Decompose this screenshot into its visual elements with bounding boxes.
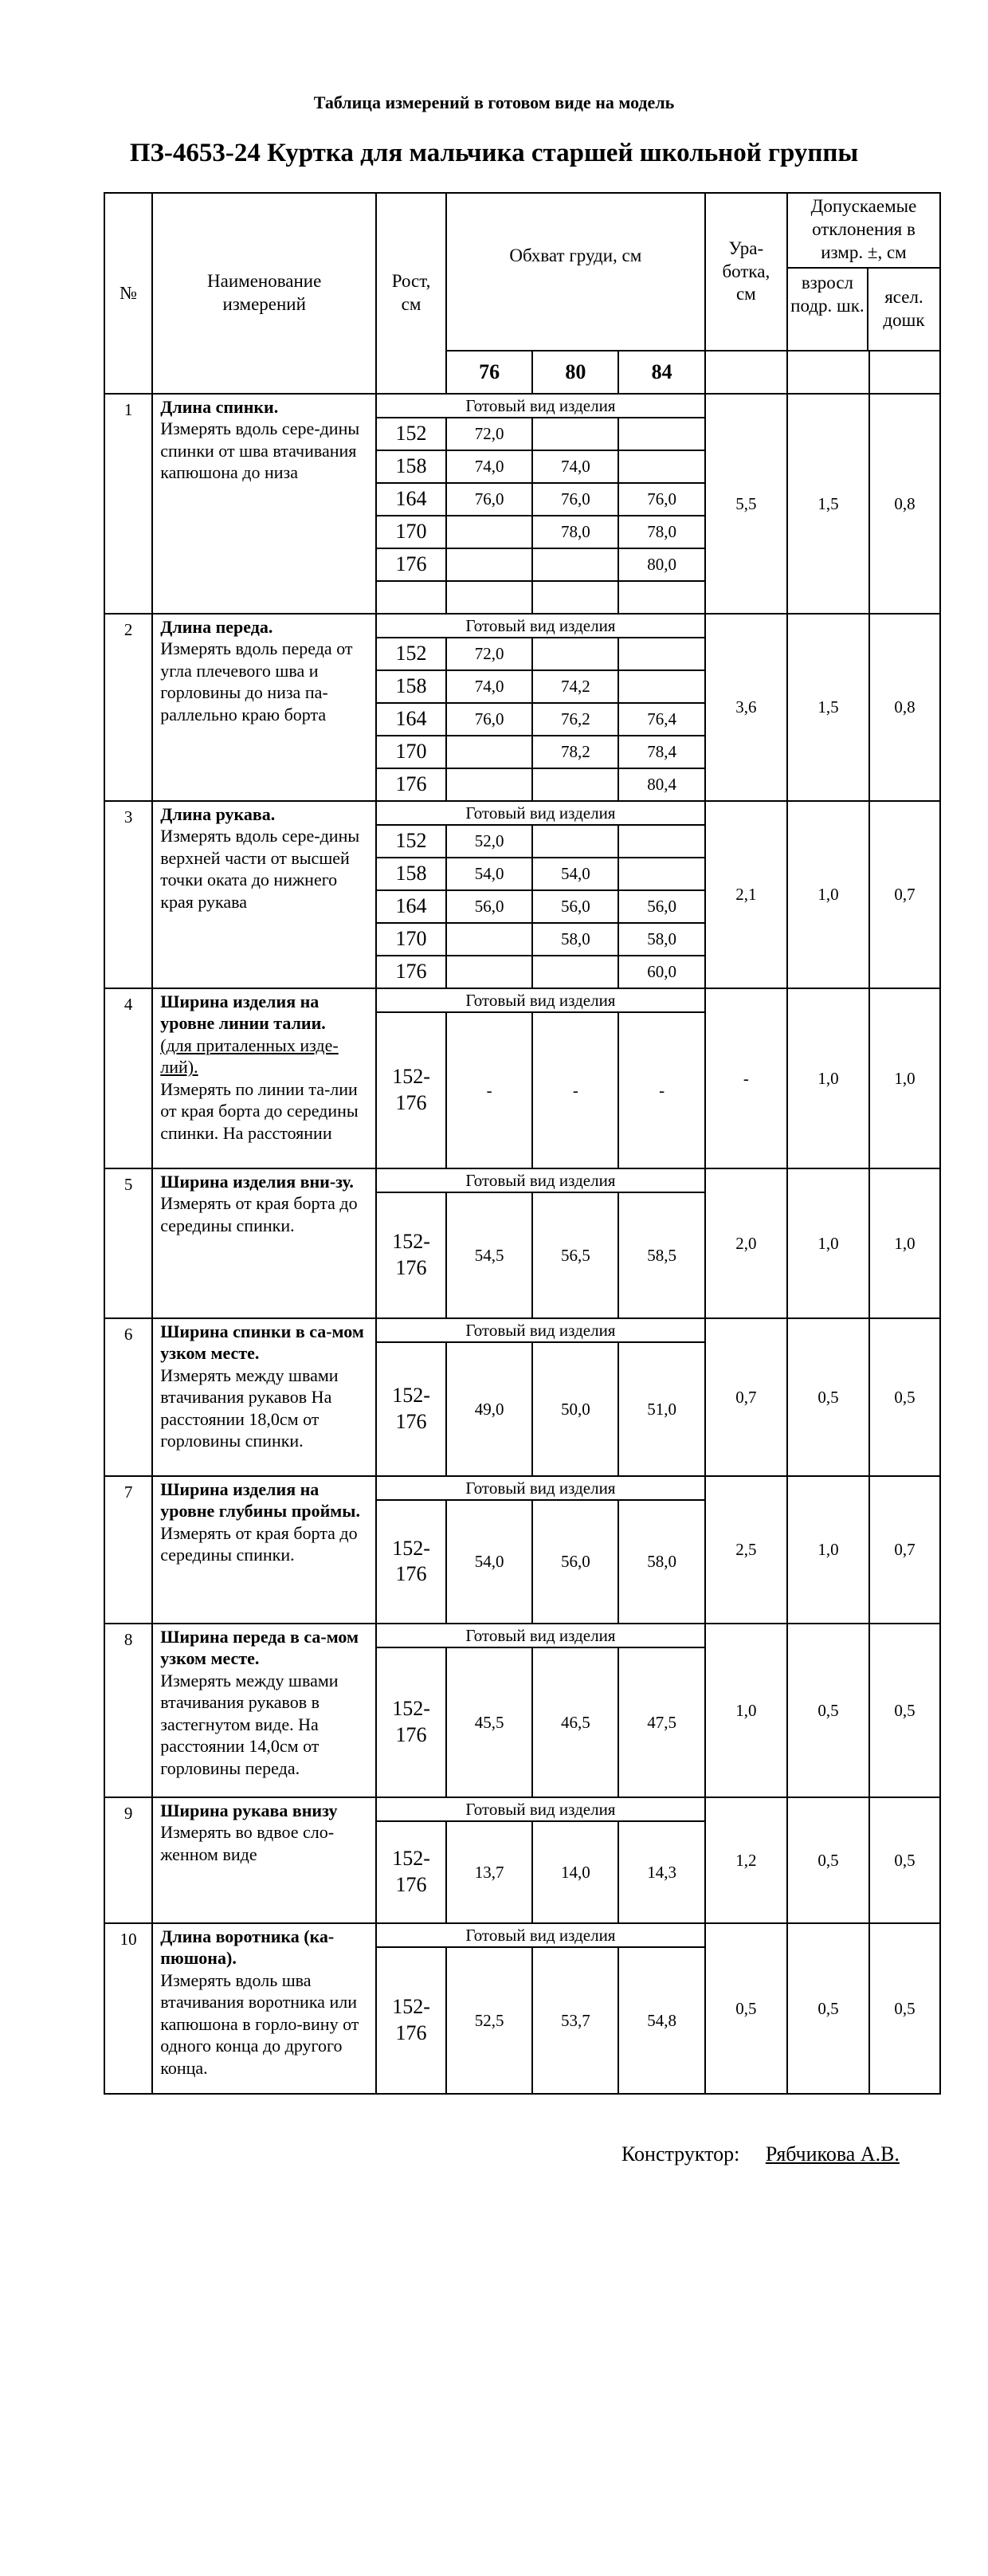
measurement-value (618, 670, 704, 703)
measurement-value: 50,0 (532, 1342, 618, 1476)
measurement-value: 54,0 (532, 858, 618, 890)
measurement-description: Измерять от края борта до середины спинки. (160, 1193, 358, 1235)
measurement-name (152, 988, 376, 1168)
measurement-value: 76,2 (532, 703, 618, 736)
measurement-value (532, 638, 618, 670)
measurement-value: 58,5 (618, 1192, 704, 1318)
measurement-value: 56,5 (532, 1192, 618, 1318)
row-number: 10 (104, 1923, 152, 2094)
measurement-value: 53,7 (532, 1947, 618, 2094)
finished-label: Готовый вид изделия (376, 988, 705, 1012)
header-allowance: Ура-ботка, см (705, 193, 787, 351)
measurement-description: Измерять между швами втачивания рукавов в застегнутом виде. На расстоянии 14,0см от горловины переда. (160, 1670, 339, 1778)
tolerance-nursery-value: 1,0 (869, 988, 940, 1168)
measurement-description: Измерять вдоль переда от угла плечевого шва и горловины до низа па-раллельно краю борта (160, 638, 353, 724)
height-value: 158 (376, 450, 446, 483)
measurement-value (532, 548, 618, 581)
measurement-name (152, 1797, 376, 1923)
measurement-name (152, 801, 376, 988)
height-value: 170 (376, 923, 446, 956)
measurement-name (152, 1624, 376, 1797)
tolerance-adult-value: 0,5 (787, 1624, 869, 1797)
measurement-value (618, 418, 704, 450)
tolerance-nursery-value: 0,5 (869, 1624, 940, 1797)
height-value: 176 (376, 548, 446, 581)
chest-size-80: 80 (532, 351, 618, 394)
height-value: 152 (376, 418, 446, 450)
height-value: 152 (376, 638, 446, 670)
measurement-name (152, 1168, 376, 1318)
measurement-value: 52,0 (446, 825, 532, 858)
allowance-value: 0,5 (705, 1923, 787, 2094)
measurement-value: 14,3 (618, 1821, 704, 1923)
measurement-title: Длина рукава. (160, 803, 276, 824)
header-height: Рост, см (376, 193, 446, 394)
measurement-value: 78,0 (532, 516, 618, 548)
measurement-value (618, 450, 704, 483)
allowance-value: - (705, 988, 787, 1168)
measurement-value: 52,5 (446, 1947, 532, 2094)
measurement-value: 74,0 (446, 670, 532, 703)
measurement-name (152, 1923, 376, 2094)
height-value: 170 (376, 736, 446, 768)
measurement-value: 54,8 (618, 1947, 704, 2094)
finished-label: Готовый вид изделия (376, 614, 705, 638)
measurement-value: 56,0 (446, 890, 532, 923)
header-tolerance (787, 193, 940, 351)
measurement-value: 56,0 (532, 890, 618, 923)
measurement-value: 60,0 (618, 956, 704, 988)
header-num: № (104, 193, 152, 394)
row-number: 9 (104, 1797, 152, 1923)
row-number: 6 (104, 1318, 152, 1476)
measurement-value (446, 548, 532, 581)
measurement-name (152, 614, 376, 801)
row-number: 7 (104, 1476, 152, 1624)
measurement-value: 14,0 (532, 1821, 618, 1923)
measurements-table (104, 192, 941, 2095)
measurement-value: 78,4 (618, 736, 704, 768)
measurement-value: 47,5 (618, 1647, 704, 1797)
measurement-value: 58,0 (618, 1500, 704, 1624)
measurement-title: Ширина изделия на уровне глубины проймы. (160, 1478, 360, 1522)
document-subtitle: Таблица измерений в готовом виде на модель (313, 92, 675, 112)
measurement-value: 78,2 (532, 736, 618, 768)
measurement-row (104, 1923, 940, 1947)
chest-size-76: 76 (446, 351, 532, 394)
measurement-value (618, 825, 704, 858)
finished-label: Готовый вид изделия (376, 1624, 705, 1647)
tolerance-adult-value: 1,0 (787, 1476, 869, 1624)
measurement-title: Длина спинки. (160, 396, 279, 417)
measurement-value (446, 923, 532, 956)
measurement-value: 76,0 (446, 703, 532, 736)
measurement-description: Измерять между швами втачивания рукавов На расстоянии 18,0см от горловины спинки. (160, 1365, 339, 1451)
measurement-value: 56,0 (618, 890, 704, 923)
measurement-description: Измерять по линии та-лии от края борта до середины спинки. На расстоянии (160, 1078, 359, 1143)
measurement-value (446, 736, 532, 768)
header-tolerance-title: Допускаемые отклонения в измр. ±, см (788, 194, 939, 269)
tolerance-adult-value: 1,5 (787, 614, 869, 801)
header-tol-adult: взросл подр. шк. (788, 269, 868, 350)
height-value: 152 (376, 825, 446, 858)
signature (621, 2142, 900, 2166)
measurement-value: 46,5 (532, 1647, 618, 1797)
measurement-value: 54,0 (446, 858, 532, 890)
measurement-row (104, 988, 940, 1012)
height-range: 152-176 (376, 1342, 446, 1476)
measurement-value: 74,2 (532, 670, 618, 703)
finished-label: Готовый вид изделия (376, 394, 705, 418)
height-value: 170 (376, 516, 446, 548)
measurement-value: - (618, 1012, 704, 1168)
row-number: 1 (104, 394, 152, 614)
header-name: Наименование измерений (152, 193, 376, 394)
tolerance-nursery-value: 1,0 (869, 1168, 940, 1318)
allowance-value: 3,6 (705, 614, 787, 801)
measurement-value: 54,5 (446, 1192, 532, 1318)
measurement-value: 76,0 (532, 483, 618, 516)
tolerance-adult-value: 1,5 (787, 394, 869, 614)
measurement-row (104, 801, 940, 825)
measurement-value: 13,7 (446, 1821, 532, 1923)
measurement-value: 80,0 (618, 548, 704, 581)
height-value (376, 581, 446, 614)
row-number: 8 (104, 1624, 152, 1797)
header-spacer (869, 351, 940, 394)
measurement-value: 58,0 (618, 923, 704, 956)
measurement-value: 78,0 (618, 516, 704, 548)
measurement-row (104, 1624, 940, 1647)
measurement-value: 76,0 (446, 483, 532, 516)
measurement-value (532, 768, 618, 801)
allowance-value: 0,7 (705, 1318, 787, 1476)
tolerance-nursery-value: 0,7 (869, 1476, 940, 1624)
measurement-value (446, 768, 532, 801)
row-number: 4 (104, 988, 152, 1168)
height-range: 152-176 (376, 1647, 446, 1797)
measurement-value (532, 418, 618, 450)
measurement-title: Длина переда. (160, 616, 273, 637)
tolerance-adult-value: 1,0 (787, 1168, 869, 1318)
measurement-value (532, 956, 618, 988)
measurement-value: 54,0 (446, 1500, 532, 1624)
measurement-value: 49,0 (446, 1342, 532, 1476)
header-chest: Обхват груди, см (446, 193, 705, 351)
measurement-name (152, 394, 376, 614)
tolerance-adult-value: 0,5 (787, 1797, 869, 1923)
measurement-value: 45,5 (446, 1647, 532, 1797)
header-spacer (787, 351, 869, 394)
measurement-title: Ширина рукава внизу (160, 1800, 338, 1820)
measurement-row (104, 1318, 940, 1342)
measurement-value: 76,0 (618, 483, 704, 516)
document-title: ПЗ-4653-24 Куртка для мальчика старшей школьной группы (129, 139, 859, 167)
measurement-name (152, 1318, 376, 1476)
height-value: 158 (376, 858, 446, 890)
row-number: 3 (104, 801, 152, 988)
finished-label: Готовый вид изделия (376, 1168, 705, 1192)
measurement-value (446, 956, 532, 988)
measurement-description: Измерять вдоль шва втачивания воротника или капюшона в горло-вину от одного конца до другого конца. (160, 1969, 359, 2078)
measurement-value: 72,0 (446, 638, 532, 670)
height-value: 164 (376, 703, 446, 736)
measurement-name (152, 1476, 376, 1624)
tolerance-nursery-value: 0,7 (869, 801, 940, 988)
measurement-row (104, 1797, 940, 1821)
allowance-value: 2,5 (705, 1476, 787, 1624)
header-spacer (705, 351, 787, 394)
tolerance-adult-value: 1,0 (787, 988, 869, 1168)
allowance-value: 1,0 (705, 1624, 787, 1797)
measurement-value: 58,0 (532, 923, 618, 956)
row-number: 2 (104, 614, 152, 801)
tolerance-adult-value: 0,5 (787, 1923, 869, 2094)
height-range: 152-176 (376, 1192, 446, 1318)
measurement-value (532, 581, 618, 614)
height-range: 152-176 (376, 1012, 446, 1168)
measurement-row (104, 394, 940, 418)
measurement-title: Ширина спинки в са-мом узком месте. (160, 1321, 364, 1364)
measurement-title: Ширина переда в са-мом узком месте. (160, 1626, 359, 1669)
measurement-value: - (532, 1012, 618, 1168)
measurement-value (446, 581, 532, 614)
measurement-row (104, 1476, 940, 1500)
tolerance-nursery-value: 0,8 (869, 394, 940, 614)
row-number: 5 (104, 1168, 152, 1318)
measurement-value: 76,4 (618, 703, 704, 736)
measurement-row (104, 614, 940, 638)
height-range: 152-176 (376, 1947, 446, 2094)
measurement-value: 72,0 (446, 418, 532, 450)
tolerance-nursery-value: 0,5 (869, 1923, 940, 2094)
measurement-value (618, 638, 704, 670)
measurement-value (618, 858, 704, 890)
measurement-value: - (446, 1012, 532, 1168)
tolerance-adult-value: 0,5 (787, 1318, 869, 1476)
allowance-value: 5,5 (705, 394, 787, 614)
allowance-value: 2,1 (705, 801, 787, 988)
tolerance-nursery-value: 0,8 (869, 614, 940, 801)
allowance-value: 2,0 (705, 1168, 787, 1318)
measurement-value (532, 825, 618, 858)
finished-label: Готовый вид изделия (376, 1797, 705, 1821)
measurement-value: 74,0 (446, 450, 532, 483)
finished-label: Готовый вид изделия (376, 1476, 705, 1500)
measurement-description: Измерять вдоль сере-дины спинки от шва втачивания капюшона до низа (160, 418, 360, 483)
measurement-value: 51,0 (618, 1342, 704, 1476)
header-tol-nursery: ясел. дошк (883, 287, 925, 330)
finished-label: Готовый вид изделия (376, 801, 705, 825)
tolerance-nursery-value: 0,5 (869, 1797, 940, 1923)
measurement-note: (для приталенных изде-лий). (160, 1035, 339, 1078)
allowance-value: 1,2 (705, 1797, 787, 1923)
tolerance-nursery-value: 0,5 (869, 1318, 940, 1476)
tolerance-adult-value: 1,0 (787, 801, 869, 988)
measurement-description: Измерять от края борта до середины спинки. (160, 1522, 358, 1565)
height-range: 152-176 (376, 1821, 446, 1923)
finished-label: Готовый вид изделия (376, 1923, 705, 1947)
measurement-row (104, 1168, 940, 1192)
signature-label: Конструктор: (621, 2142, 740, 2166)
measurement-title: Ширина изделия вни-зу. (160, 1171, 354, 1192)
height-value: 158 (376, 670, 446, 703)
measurement-description: Измерять вдоль сере-дины верхней части от высшей точки оката до нижнего края рукава (160, 826, 360, 912)
measurement-value (618, 581, 704, 614)
finished-label: Готовый вид изделия (376, 1318, 705, 1342)
measurement-value: 80,4 (618, 768, 704, 801)
height-range: 152-176 (376, 1500, 446, 1624)
measurement-value (446, 516, 532, 548)
height-value: 164 (376, 890, 446, 923)
chest-size-84: 84 (618, 351, 704, 394)
measurement-description: Измерять во вдвое сло-женном виде (160, 1822, 335, 1864)
height-value: 176 (376, 956, 446, 988)
height-value: 164 (376, 483, 446, 516)
measurement-title: Длина воротника (ка-пюшона). (160, 1926, 335, 1969)
measurement-value: 56,0 (532, 1500, 618, 1624)
height-value: 176 (376, 768, 446, 801)
signature-name: Рябчикова А.В. (765, 2142, 900, 2166)
measurement-title: Ширина изделия на уровне линии талии. (160, 991, 326, 1034)
measurement-value: 74,0 (532, 450, 618, 483)
